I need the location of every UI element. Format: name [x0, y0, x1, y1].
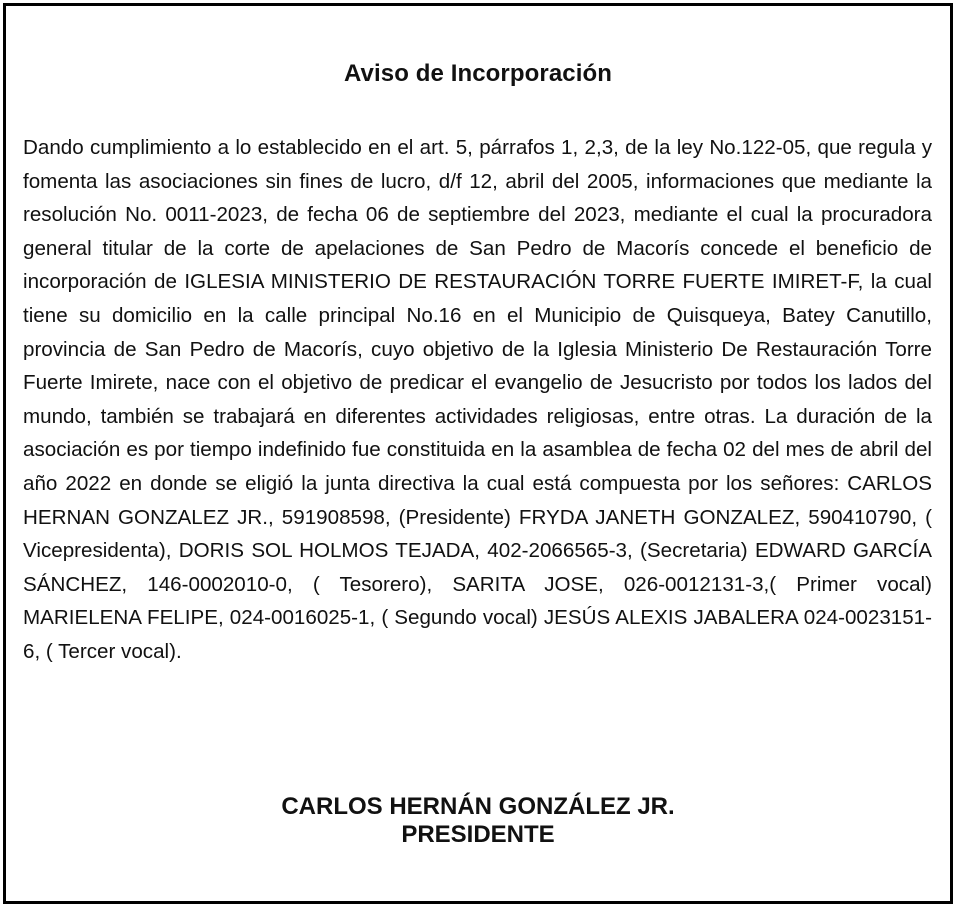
signature-name: CARLOS HERNÁN GONZÁLEZ JR.: [281, 793, 675, 820]
signature-role: PRESIDENTE: [401, 821, 555, 848]
notice-body: Dando cumplimiento a lo establecido en el art. 5, párrafos 1, 2,3, de la ley No.122-05, que regula y fomenta las asociaciones sin fines de lucro, d/f 12, abril del 2005, informaciones que mediante la resolución No. 0011-2023, de fecha 06 de septiembre del 2023, mediante el cual la procuradora general titular de la corte de apelaciones de San Pedro de Macorís concede el beneficio de incorporación de IGLESIA MINISTERIO DE RESTAURACIÓN TORRE FUERTE IMIRET-F, la cual tiene su domicilio en la calle principal No.16 en el Municipio de Quisqueya, Batey Canutillo, provincia de San Pedro de Macorís, cuyo objetivo de la Iglesia Ministerio De Restauración Torre Fuerte Imirete, nace con el objetivo de predicar el evangelio de Jesucristo por todos los lados del mundo, también se trabajará en diferentes actividades religiosas, entre otras. La duración de la asociación es por tiempo indefinido fue constituida en la asamblea de fecha 02 del mes de abril del año 2022 en donde se eligió la junta directiva la cual está compuesta por los señores: CARLOS HERNAN GONZALEZ JR., 591908598, (Presidente) FRYDA JANETH GONZALEZ, 590410790, ( Vicepresidenta), DORIS SOL HOLMOS TEJADA, 402-2066565-3, (Secretaria) EDWARD GARCÍA SÁNCHEZ, 146-0002010-0, ( Tesorero), SARITA JOSE, 026-0012131-3,( Primer vocal) MARIELENA FELIPE, 024-0016025-1, ( Segundo vocal) JESÚS ALEXIS JABALERA 024-0023151-6, ( Tercer vocal).: [23, 136, 932, 663]
notice-frame: [3, 3, 953, 904]
signature-block: [6, 793, 950, 849]
notice-title: Aviso de Incorporación: [343, 60, 613, 87]
